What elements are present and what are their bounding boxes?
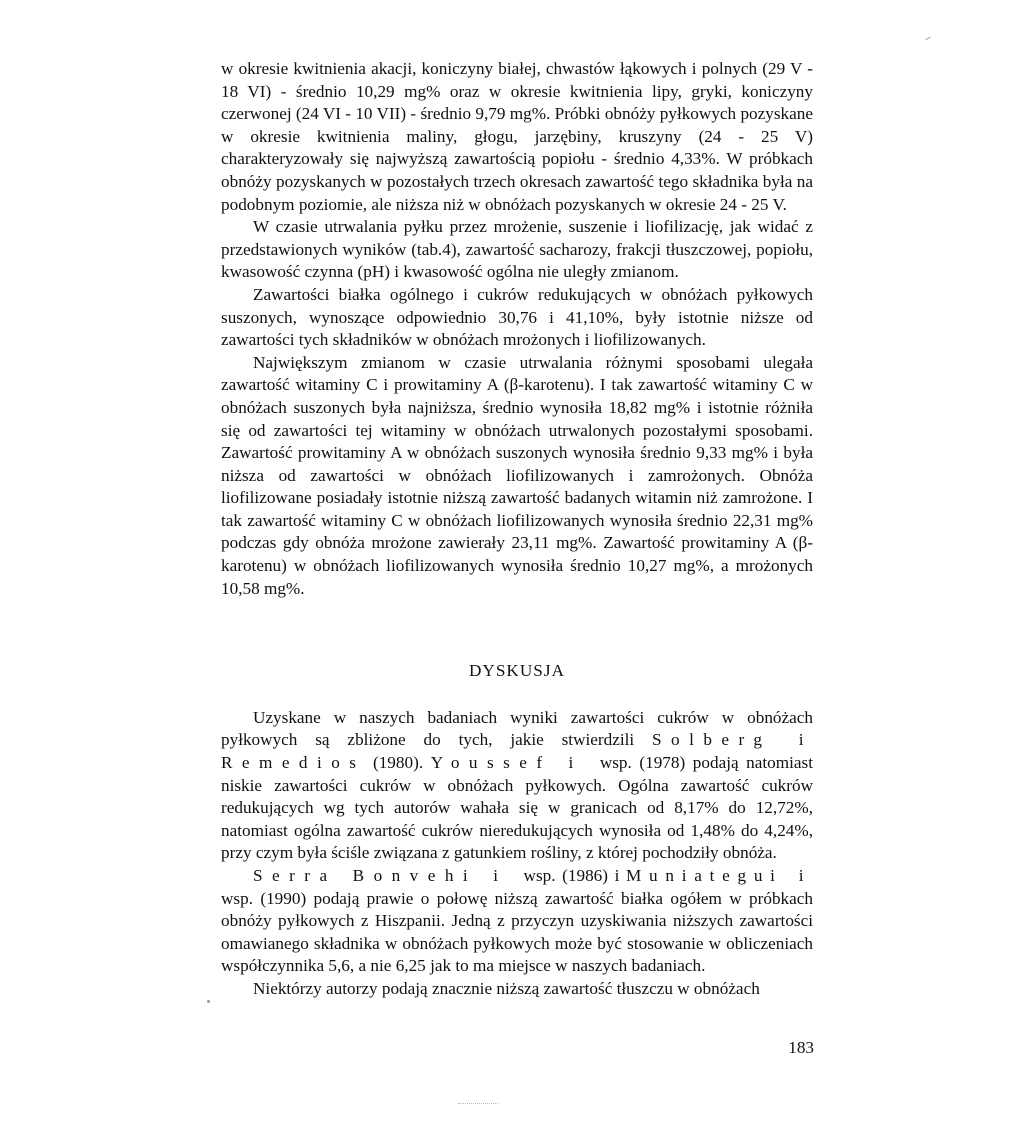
conjunction: i xyxy=(782,866,813,885)
discussion-paragraph-3: Niektórzy autorzy podają znacznie niższą zawartość tłuszczu w obnóżach xyxy=(253,978,760,998)
text-run: (1980). xyxy=(365,753,431,773)
text-run: wsp. (1986) i xyxy=(523,866,627,885)
text-run: Uzyskane w naszych badaniach wyniki zawartości cukrów w obnóżach pyłkowych są zbliżone do tych, jakie stwierdzili xyxy=(221,707,813,750)
discussion-paragraph-2 xyxy=(221,865,813,978)
author-name: Solberg xyxy=(652,730,772,750)
scan-artifact xyxy=(458,1103,498,1105)
scan-speck xyxy=(925,37,931,41)
results-paragraph-2: W czasie utrwalania pyłku przez mrożenie, suszenie i liofilizację, jak widać z przedstawionych wyników (tab.4), zawartość sacharozy, frakcji tłuszczowej, popiołu, kwasowość czynna (pH) i kwasowość ogólna nie uległy zmianom. xyxy=(221,217,813,282)
conjunction: i xyxy=(551,753,600,773)
results-paragraph-3: Zawartości białka ogólnego i cukrów redukujących w obnóżach pyłkowych suszonych, wynoszące odpowiednio 30,76 i 41,10%, były istotnie niższe od zawartości tych składników w obnóżach mrożonych i liofilizowanych. xyxy=(221,284,813,350)
conjunction: i xyxy=(771,730,813,750)
text-run: wsp. (1978) podają natomiast niskie zawartości cukrów w obnóżach pyłkowych. Ogólna zawartość cukrów redukujących wg tych autorów wahała się w granicach od 8,17% do 12,72%, natomiast ogólna zawartość cukrów nieredukujących wynosiła od 1,48% do 4,24%, przy czym była ściśle związana z gatunkiem rośliny, z której pochodziły obnóża. xyxy=(221,753,813,863)
results-paragraph-4: Największym zmianom w czasie utrwalania różnymi sposobami ulegała zawartość witaminy C i prowitaminy A (β-karotenu). I tak zawartość witaminy C w obnóżach suszonych była najniższa, średnio wynosiła 18,82 mg% i istotnie różniła się od zawartości tej witaminy w obnóżach utrwalonych pozostałymi sposobami. Zawartość prowitaminy A w obnóżach suszonych wynosiła średnio 9,33 mg% i była niższa od zawartości w obnóżach liofilizowanych i zamrożonych. Obnóża liofilizowane posiadały istotnie niższą zawartość badanych witamin niż zamrożone. I tak zawartość witaminy C w obnóżach liofilizowanych wynosiła średnio 22,31 mg% podczas gdy obnóża mrożone zawierały 23,11 mg%. Zawartość prowitaminy A (β-karotenu) w obnóżach liofilizowanych wynosiła średnio 10,27 mg%, a mrożonych 10,58 mg%. xyxy=(221,352,813,598)
author-name: Youssef xyxy=(430,753,552,773)
discussion-paragraph-1 xyxy=(221,707,813,865)
page-body xyxy=(221,58,813,1001)
results-paragraph-1: w okresie kwitnienia akacji, koniczyny białej, chwastów łąkowych i polnych (29 V - 18 VI) - średnio 10,29 mg% oraz w okresie kwitnienia lipy, gryki, koniczyny czerwonej (24 VI - 10 VII) - średnio 9,79 mg%. Próbki obnóży pyłkowych pozyskane w okresie kwitnienia maliny, głogu, jarzębiny, kruszyny (24 - 25 V) charakteryzowały się najwyższą zawartością popiołu - średnio 4,33%. W próbkach obnóży pozyskanych w pozostałych trzech okresach zawartość tego składnika była na podobnym poziomie, ale niższa niż w obnóżach pozyskanych w okresie 24 - 25 V. xyxy=(221,59,813,214)
author-name: Remedios xyxy=(221,753,366,773)
page-number: 183 xyxy=(788,1038,814,1057)
conjunction: i xyxy=(477,866,524,885)
author-name: Muniategui xyxy=(626,866,783,885)
section-heading: DYSKUSJA xyxy=(468,661,566,681)
text-run: wsp. (1990) podają prawie o połowę niższą zawartość białka ogółem w próbkach obnóży pyłkowych z Hiszpanii. Jedną z przyczyn uzyskiwania niższych zawartości omawianego składnika w obnóżach pyłkowych może być stosowanie w obliczeniach współczynnika 5,6, a nie 6,25 jak to ma miejsce w naszych badaniach. xyxy=(221,888,813,976)
scan-speck xyxy=(207,1000,210,1003)
author-name: Serra Bonvehi xyxy=(253,866,478,885)
